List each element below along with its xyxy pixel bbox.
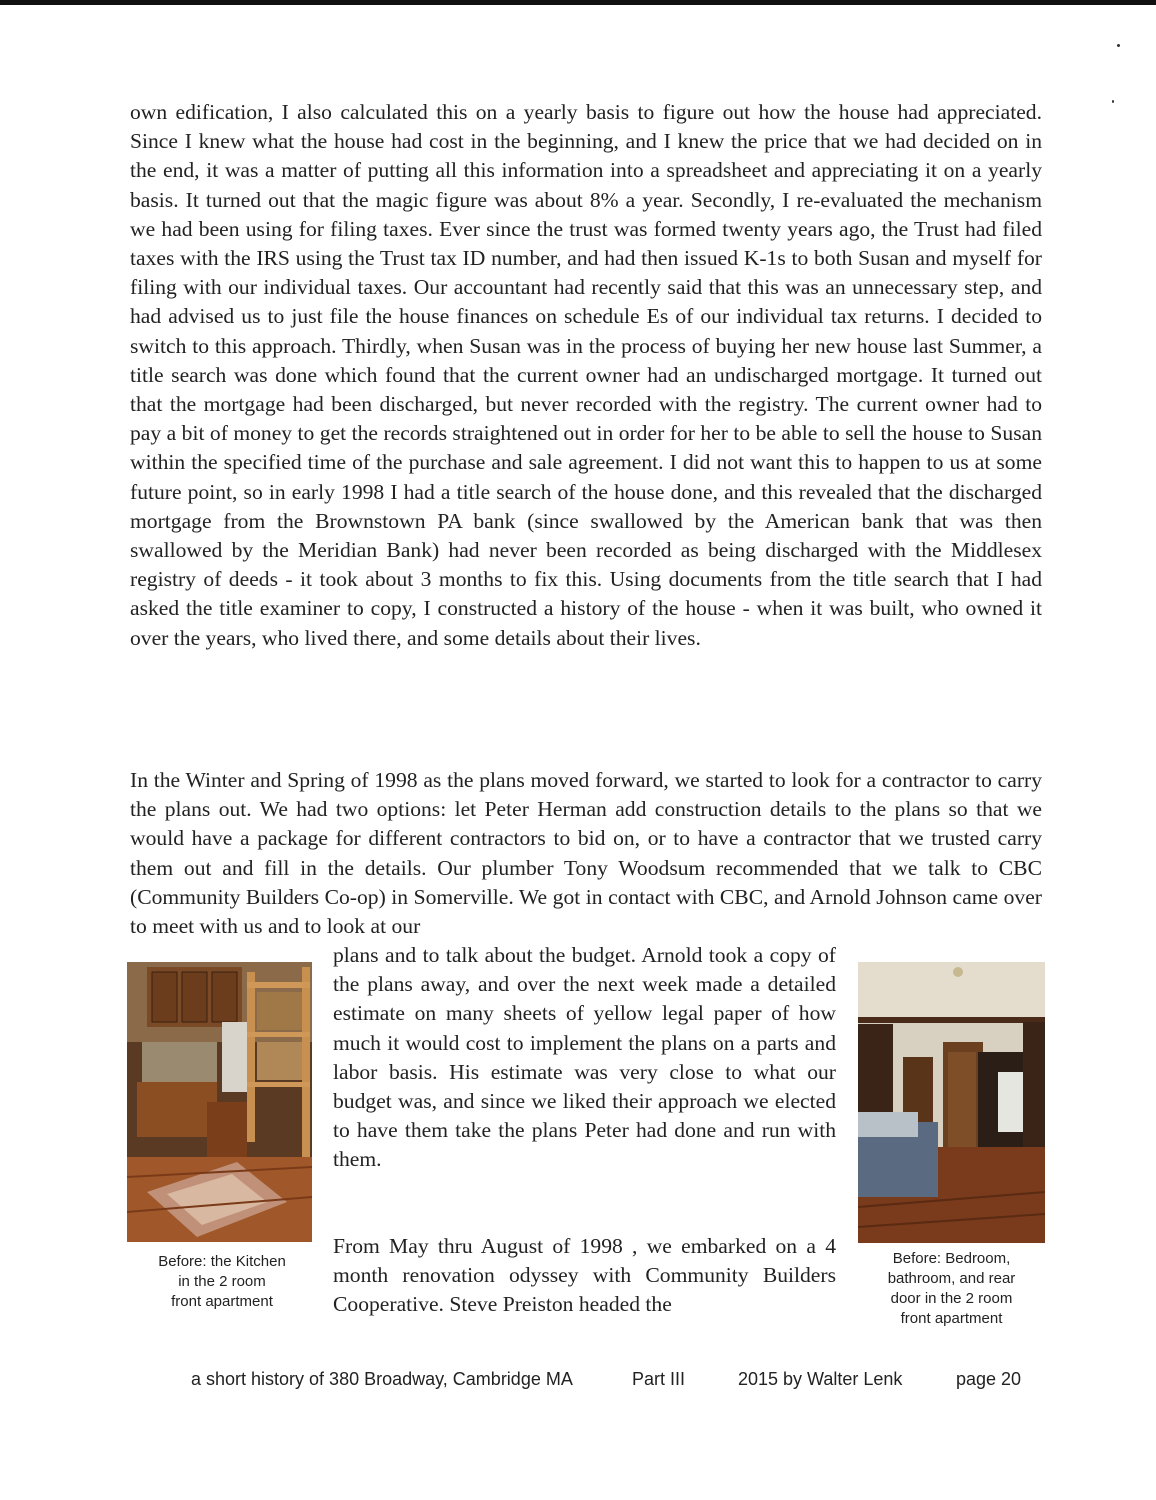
caption-line: Before: the Kitchen bbox=[158, 1253, 286, 1270]
footer-part: Part III bbox=[632, 1369, 686, 1389]
body-paragraph-3: plans and to talk about the budget. Arnold took a copy of the plans away, and over the next week made a detailed estimate on many sheets of yellow legal paper of how much it would cost to implement the plans on a parts and labor basis. His estimate was very close to what our budget was, and since we liked their approach we elected to have them take the plans Peter had done and run with them. bbox=[333, 943, 836, 1172]
caption-line: front apartment bbox=[900, 1310, 1003, 1327]
bedroom-caption bbox=[858, 1249, 1045, 1329]
bedroom-photo bbox=[858, 962, 1045, 1243]
scan-top-edge bbox=[0, 0, 1156, 5]
kitchen-photo bbox=[127, 962, 312, 1242]
caption-line: in the 2 room bbox=[178, 1273, 266, 1290]
kitchen-caption bbox=[127, 1252, 317, 1312]
body-paragraph-2: In the Winter and Spring of 1998 as the plans moved forward, we started to look for a contractor to carry the plans out. We had two options: let Peter Herman add construction details to the plans so that we would have a package for different contractors to bid on, or to have a contractor that we trusted carry them out and fill in the details. Our plumber Tony Woodsum recommended that we talk to CBC (Community Builders Co-op) in Somerville. We got in contact with CBC, and Arnold Johnson came over to meet with us and to look at our bbox=[130, 768, 1042, 939]
body-paragraph-4: From May thru August of 1998 , we embarked on a 4 month renovation odyssey with Community Builders Cooperative. Steve Preiston headed the bbox=[333, 1234, 836, 1317]
footer-copyright: 2015 by Walter Lenk bbox=[738, 1369, 903, 1389]
footer-title: a short history of 380 Broadway, Cambridge MA bbox=[191, 1369, 573, 1389]
scan-speck bbox=[1117, 44, 1120, 47]
body-paragraph-1: own edification, I also calculated this on a yearly basis to figure out how the house had appreciated. Since I knew what the house had cost in the beginning, and I knew the price that we had decided on in the end, it was a matter of putting all this information into a spreadsheet and appreciating it on a yearly basis. It turned out that the magic figure was about 8% a year. Secondly, I re-evaluated the mechanism we had been using for filing taxes. Ever since the trust was formed twenty years ago, the Trust had filed taxes with the IRS using the Trust tax ID number, and had then issued K-1s to both Susan and myself for filing with our individual taxes. Our accountant had recently said that this was an unnecessary step, and had advised us to just file the house finances on schedule Es of our individual tax returns. I decided to switch to this approach. Thirdly, when Susan was in the process of buying her new house last Summer, a title search was done which found that the current owner had an undischarged mortgage. It turned out that the mortgage had been discharged, but never recorded with the registry. The current owner had to pay a bit of money to get the records straightened out in order for her to be able to sell the house to Susan within the specified time of the purchase and sale agreement. I did not want this to happen to us at some future point, so in early 1998 I had a title search of the house done, and this revealed that the discharged mortgage from the Brownstown PA bank (since swallowed by the American bank that was then swallowed by the Meridian Bank) had never been recorded as being discharged with the Middlesex registry of deeds - it took about 3 months to fix this. Using documents from the title search that I had asked the title examiner to copy, I constructed a history of the house - when it was built, who owned it over the years, who lived there, and some details about their lives. bbox=[130, 100, 1042, 650]
footer-page-number: page 20 bbox=[956, 1369, 1022, 1389]
caption-line: door in the 2 room bbox=[890, 1290, 1013, 1307]
scan-speck bbox=[1112, 100, 1114, 103]
caption-line: Before: Bedroom, bbox=[892, 1250, 1011, 1267]
caption-line: bathroom, and rear bbox=[887, 1270, 1016, 1287]
caption-line: front apartment bbox=[171, 1293, 273, 1310]
